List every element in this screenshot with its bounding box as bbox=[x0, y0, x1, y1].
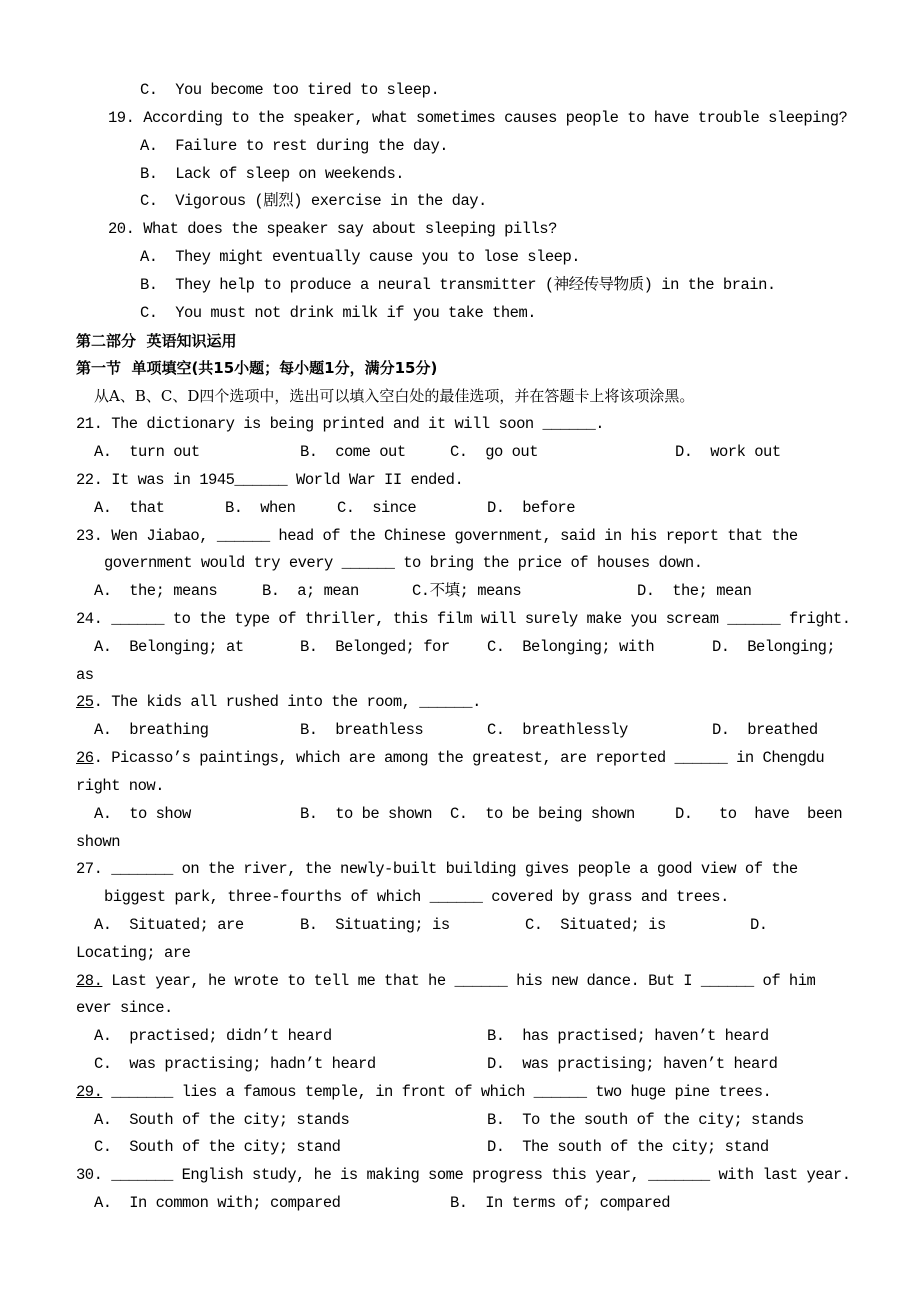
q20-option-a: A. They might eventually cause you to lose sleep. bbox=[140, 248, 581, 266]
q27-stem-line1: 27. _______ on the river, the newly-built building gives people a good view of the bbox=[76, 860, 798, 878]
q26-text: . Picasso’s paintings, which are among the greatest, are reported ______ in Chengdu bbox=[93, 749, 825, 767]
q20-option-c: C. You must not drink milk if you take them. bbox=[140, 304, 537, 322]
q29-number: 29. bbox=[76, 1083, 103, 1101]
q19-option-a: A. Failure to rest during the day. bbox=[140, 137, 449, 155]
q26-number: 26 bbox=[76, 749, 94, 767]
q28-text: Last year, he wrote to tell me that he ______ his new dance. But I ______ of him bbox=[102, 972, 816, 990]
q26-option-d-cont: shown bbox=[76, 833, 121, 851]
q21-stem: 21. The dictionary is being printed and it will soon ______. bbox=[76, 415, 605, 433]
q25-option-d: D. breathed bbox=[712, 721, 818, 739]
q25-option-a: A. breathing bbox=[94, 721, 209, 739]
q22-option-d: D. before bbox=[487, 499, 576, 517]
q21-option-b: B. come out bbox=[300, 443, 406, 461]
q23-stem-line1: 23. Wen Jiabao, ______ head of the Chinese government, said in his report that the bbox=[76, 527, 798, 545]
q22-option-a: A. that bbox=[94, 499, 165, 517]
q30-option-b: B. In terms of; compared bbox=[450, 1194, 671, 1212]
q24-option-c: C. Belonging; with bbox=[487, 638, 655, 656]
q19-option-c: C. Vigorous (剧烈) exercise in the day. bbox=[140, 192, 487, 210]
q19-stem: 19. According to the speaker, what sometimes causes people to have trouble sleeping? bbox=[108, 109, 848, 127]
q22-stem: 22. It was in 1945______ World War II ended. bbox=[76, 471, 464, 489]
q23-option-b: B. a; mean bbox=[262, 582, 359, 600]
q23-option-c: C.不填; means bbox=[412, 582, 522, 600]
q18-option-c: C. You become too tired to sleep. bbox=[140, 81, 440, 99]
q21-option-a: A. turn out bbox=[94, 443, 200, 461]
q27-stem-line2: biggest park, three-fourths of which ______ covered by grass and trees. bbox=[104, 888, 729, 906]
q21-option-d: D. work out bbox=[675, 443, 781, 461]
q30-stem: 30. _______ English study, he is making some progress this year, _______ with last year. bbox=[76, 1166, 851, 1184]
q26-option-d: D. to have been bbox=[675, 805, 843, 823]
section1-title: 第一节 单项填空(共15小题；每小题1分，满分15分) bbox=[76, 359, 438, 377]
q28-number: 28. bbox=[76, 972, 103, 990]
q22-option-c: C. since bbox=[337, 499, 417, 517]
q29-option-c: C. South of the city; stand bbox=[94, 1138, 341, 1156]
q23-option-a: A. the; means bbox=[94, 582, 218, 600]
q29-stem bbox=[76, 1080, 771, 1104]
q25-stem bbox=[76, 690, 481, 714]
q26-option-a: A. to show bbox=[94, 805, 191, 823]
instructions: 从A、B、C、D四个选项中，选出可以填入空白处的最佳选项，并在答题卡上将该项涂黑。 bbox=[94, 387, 695, 405]
q22-option-b: B. when bbox=[225, 499, 296, 517]
q29-text: _______ lies a famous temple, in front of which ______ two huge pine trees. bbox=[102, 1083, 772, 1101]
q24-option-d: D. Belonging; bbox=[712, 638, 836, 656]
q27-option-d: D. bbox=[750, 916, 768, 934]
q28-option-c: C. was practising; hadn’t heard bbox=[94, 1055, 376, 1073]
q25-option-c: C. breathlessly bbox=[487, 721, 628, 739]
q27-option-a: A. Situated; are bbox=[94, 916, 244, 934]
q26-option-b: B. to be shown bbox=[300, 805, 433, 823]
q24-option-a: A. Belonging; at bbox=[94, 638, 244, 656]
q20-option-b: B. They help to produce a neural transmitter (神经传导物质) in the brain. bbox=[140, 276, 776, 294]
q28-stem-line2: ever since. bbox=[76, 999, 173, 1017]
q25-text: . The kids all rushed into the room, ______. bbox=[93, 693, 481, 711]
q27-option-d-cont: Locating; are bbox=[76, 944, 191, 962]
q23-stem-line2: government would try every ______ to bring the price of houses down. bbox=[104, 554, 703, 572]
q29-option-b: B. To the south of the city; stands bbox=[487, 1111, 804, 1129]
q27-option-b: B. Situating; is bbox=[300, 916, 450, 934]
q26-stem-line1 bbox=[76, 746, 824, 770]
q28-option-a: A. practised; didn’t heard bbox=[94, 1027, 332, 1045]
q25-number: 25 bbox=[76, 693, 94, 711]
q30-option-a: A. In common with; compared bbox=[94, 1194, 341, 1212]
q28-option-d: D. was practising; haven’t heard bbox=[487, 1055, 778, 1073]
q23-option-d: D. the; mean bbox=[637, 582, 752, 600]
q24-option-d-cont: as bbox=[76, 666, 94, 684]
q24-option-b: B. Belonged; for bbox=[300, 638, 450, 656]
q26-stem-line2: right now. bbox=[76, 777, 165, 795]
q20-stem: 20. What does the speaker say about sleeping pills? bbox=[108, 220, 557, 238]
q25-option-b: B. breathless bbox=[300, 721, 424, 739]
q26-option-c: C. to be being shown bbox=[450, 805, 635, 823]
q24-stem: 24. ______ to the type of thriller, this film will surely make you scream ______ fright. bbox=[76, 610, 851, 628]
q19-option-b: B. Lack of sleep on weekends. bbox=[140, 165, 405, 183]
q29-option-a: A. South of the city; stands bbox=[94, 1111, 350, 1129]
q29-option-d: D. The south of the city; stand bbox=[487, 1138, 769, 1156]
q28-stem-line1 bbox=[76, 969, 815, 993]
q21-option-c: C. go out bbox=[450, 443, 539, 461]
q27-option-c: C. Situated; is bbox=[525, 916, 666, 934]
q28-option-b: B. has practised; haven’t heard bbox=[487, 1027, 769, 1045]
part2-title: 第二部分 英语知识运用 bbox=[76, 332, 237, 350]
